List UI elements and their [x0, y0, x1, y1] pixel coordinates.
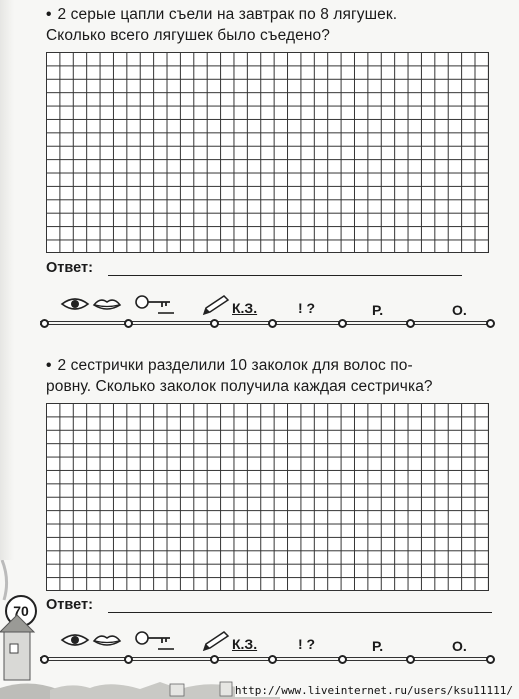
task-1-line-2: Сколько всего лягушек было съедено?	[46, 27, 330, 44]
track-label-o: О.	[452, 302, 467, 318]
lips-icon	[92, 297, 122, 313]
task-1-bullet: •	[46, 6, 52, 23]
task-2-grid[interactable]	[46, 403, 489, 591]
track-label-question: ! ?	[298, 636, 316, 652]
track-label-r: Р.	[372, 302, 384, 318]
eye-icon	[60, 296, 90, 312]
track-dot	[210, 655, 219, 664]
pencil-icon	[200, 294, 230, 316]
task-2-line-2: ровну. Сколько заколок получила каждая сестричка?	[46, 378, 433, 395]
track-label-question: ! ?	[298, 300, 316, 316]
track-dot	[124, 319, 133, 328]
task-2-text	[46, 355, 506, 397]
key-icon	[134, 629, 178, 651]
track-dot	[40, 319, 49, 328]
track-dot	[406, 319, 415, 328]
track-label-kz: К.З.	[232, 636, 258, 652]
track-dot	[124, 655, 133, 664]
track-dot	[268, 655, 277, 664]
eye-icon	[60, 632, 90, 648]
track-dot	[338, 319, 347, 328]
task-1-answer-line[interactable]	[108, 275, 462, 276]
task-2-line-1: 2 сестрички разделили 10 заколок для волос по-	[57, 357, 413, 374]
track-dot	[486, 655, 495, 664]
task-1-line-1: 2 серые цапли съели на завтрак по 8 лягушек.	[57, 6, 398, 23]
track-label-kz: К.З.	[232, 300, 258, 316]
pencil-icon	[200, 630, 230, 652]
track-dot	[486, 319, 495, 328]
track-dot	[268, 319, 277, 328]
task-1-answer-label: Ответ:	[46, 260, 93, 276]
track-line	[40, 321, 492, 325]
task-1-text	[46, 4, 506, 46]
key-icon	[134, 293, 178, 315]
task-2-answer-label: Ответ:	[46, 597, 93, 613]
footer-url: http://www.liveinternet.ru/users/ksu11111/	[234, 684, 513, 697]
lips-icon	[92, 633, 122, 649]
task-2-answer-line[interactable]	[108, 612, 492, 613]
track-label-o: О.	[452, 638, 467, 654]
task-2-bullet: •	[46, 357, 52, 374]
track-line	[40, 657, 492, 661]
track-dot	[406, 655, 415, 664]
track-dot	[210, 319, 219, 328]
page-edge-shadow	[0, 0, 14, 560]
page-number-badge: 70	[5, 595, 37, 627]
track-dot	[338, 655, 347, 664]
track-label-r: Р.	[372, 638, 384, 654]
task-1-grid[interactable]	[46, 52, 489, 253]
